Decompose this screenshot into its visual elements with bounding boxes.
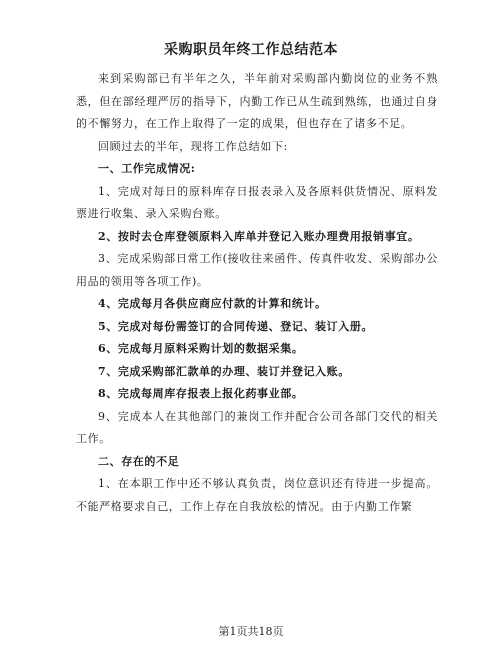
paragraph-intro: 来到采购部已有半年之久，半年前对采购部内勤岗位的业务不熟悉，但在部经理严厉的指导下，内勤工作已从生疏到熟练，也通过自身的不懈努力，在工作上取得了一定的成果，但也存在了诸多不足。 bbox=[76, 72, 438, 130]
list-item-2: 2、按时去仓库登领原料入库单并登记入账办理费用报销事宜。 bbox=[98, 229, 420, 243]
section-heading-shortcomings: 二、存在的不足 bbox=[98, 454, 180, 468]
shortcoming-item-1: 1、在本职工作中还不够认真负责，岗位意识还有待进一步提高。不能严格要求自己，工作上存在自我放松的情况。由于内勤工作繁 bbox=[76, 477, 438, 513]
list-item-1: 1、完成对每日的原料库存日报表录入及各原料供货情况、原料发票进行收集、录入采购台账。 bbox=[76, 184, 438, 220]
list-item-6: 6、完成每月原料采购计划的数据采集。 bbox=[98, 342, 304, 355]
paragraph-review: 回顾过去的半年，现将工作总结如下: bbox=[98, 139, 288, 153]
list-item-5: 5、完成对每份需签订的合同传递、登记、装订入册。 bbox=[98, 319, 374, 333]
list-item-7: 7、完成采购部汇款单的办理、装订并登记入账。 bbox=[98, 364, 350, 378]
list-item-4: 4、完成每月各供应商应付款的计算和统计。 bbox=[98, 297, 327, 310]
document-title: 采购职员年终工作总结范本 bbox=[164, 42, 338, 58]
page-indicator: 第1页共18页 bbox=[218, 625, 284, 638]
list-item-9: 9、完成本人在其他部门的兼岗工作并配合公司各部门交代的相关工作。 bbox=[76, 409, 438, 445]
section-heading-work-completed: 一、工作完成情况: bbox=[98, 162, 196, 175]
document-body bbox=[76, 68, 438, 518]
list-item-8: 8、完成每周库存报表上报化药事业部。 bbox=[98, 387, 304, 400]
list-item-3: 3、完成采购部日常工作(接收往来函件、传真件收发、采购部办公用品的领用等各项工作)。 bbox=[76, 252, 438, 288]
